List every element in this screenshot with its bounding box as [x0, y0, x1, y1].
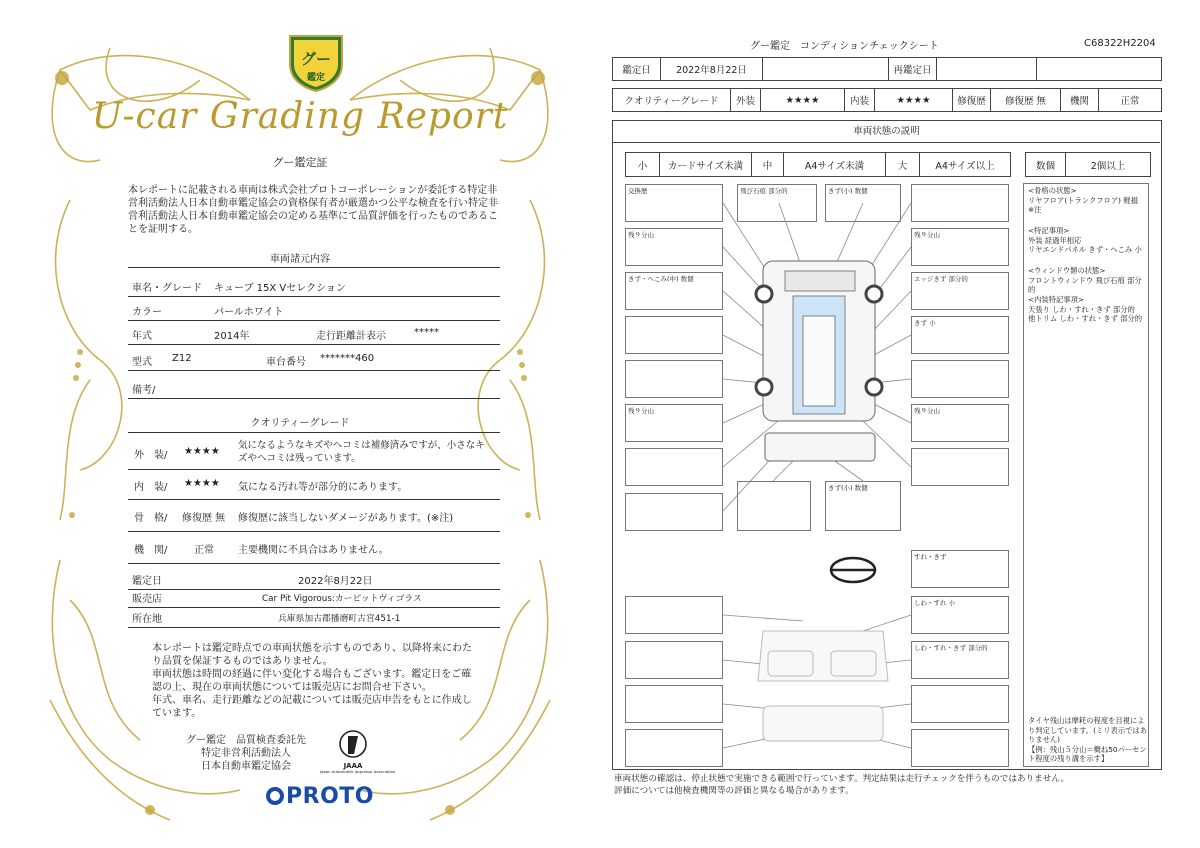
engine-label: 機 関/ [134, 545, 168, 556]
condition-heading: 車両状態の説明 [613, 121, 1160, 143]
special-title: <特記事項> [1028, 226, 1070, 235]
window-text: フロントウィンドウ 飛び石痕 部分的 [1028, 275, 1142, 294]
grade-row-interior [128, 470, 500, 500]
svg-text:グー: グー [300, 50, 332, 68]
interior-note-text: 天張り しわ・すれ・きず 部分的 他トリム しわ・すれ・きず 部分的 [1028, 304, 1143, 323]
interior-label: 内 装/ [134, 482, 168, 493]
note-box-24: しわ・すれ・きず 部分的 [911, 641, 1009, 679]
name-label: 車名・グレード [132, 283, 202, 294]
note-box-13: 残９分山 [625, 404, 723, 442]
name-value: キューブ 15X Vセレクション [214, 283, 346, 294]
spec-top-rule [128, 267, 500, 268]
sheet-exterior-label: 外装 [731, 89, 761, 111]
spec-section-heading: 車両諸元内容 [270, 254, 330, 265]
special-note [1028, 226, 1148, 255]
spec-row-remarks [128, 375, 500, 399]
note-box-14: 残９分山 [911, 404, 1009, 442]
spec-row-model [128, 347, 500, 371]
frame-state-note [1028, 186, 1148, 215]
color-label: カラー [132, 307, 162, 318]
frame-state-text: リヤフロア(トランクフロア) 軽損 ※注 [1028, 195, 1138, 214]
goo-appraisal-badge [286, 30, 346, 92]
spec-row-color [128, 297, 500, 321]
address-label: 所在地 [132, 614, 162, 625]
chassis-value: *******460 [320, 353, 375, 364]
window-title: <ウィンドウ類の状態> [1028, 266, 1106, 275]
report-title: U-car Grading Report [91, 96, 509, 137]
sheet-date-value: 2022年8月22日 [661, 58, 763, 80]
certificate-intro: 本レポートに記載される車両は株式会社プロトコーポレーションが委託する特定非営利活動法人日本自動車鑑定協会の資格保有者が厳選かつ公平な検査を行い特定非営利活動法人日本自動車鑑定協会の定める基準にて品質評価を行ったものであることを証明する。 [128, 185, 498, 235]
interior-note-title: <内装特記事項> [1028, 295, 1085, 304]
quality-heading: クオリティーグレード [250, 418, 350, 429]
remarks-label: 備考/ [132, 385, 156, 396]
reappraisal-label: 再鑑定日 [889, 58, 937, 80]
frame-desc: 修復歴に該当しないダメージがあります。(※注) [238, 513, 454, 524]
reappraisal-value [937, 58, 1037, 80]
shop-value: Car Pit Vigorous:カーピットヴィゴラス [262, 594, 422, 604]
sheet-exterior-stars: ★★★★ [761, 89, 845, 111]
frame-state-title: <骨格の状態> [1028, 186, 1077, 195]
mileage-value: ***** [414, 327, 439, 338]
date-row [612, 57, 1162, 81]
note-box-6: 残９分山 [911, 228, 1009, 266]
exterior-desc: 気になるようなキズやヘコミは補修済みですが、小さなキズやヘコミは残っています。 [238, 440, 485, 464]
quality-row [612, 88, 1162, 112]
size-small-desc: カードサイズ未満 [660, 153, 752, 176]
jaaa-logo-text: JAAA [343, 762, 363, 770]
shop-label: 販売店 [132, 594, 162, 605]
jaaa-full-name: Japan Automobile Appraisal Association [320, 769, 396, 774]
count-label: 数個 [1026, 153, 1066, 176]
grade-row-frame [128, 500, 500, 532]
grade-row-exterior [128, 436, 500, 470]
sheet-repair-value: 修復歴 無 [991, 89, 1061, 111]
interior-desc: 気になる汚れ等が部分的にあります。 [238, 482, 408, 493]
proto-logo [266, 784, 374, 809]
note-box-10: きず 小 [911, 316, 1009, 354]
tire-note: タイヤ残山は摩耗の程度を目視により判定しています。(ミリ表示ではありません) 【例：残山５分山＝概ね50パーセント程度の残り溝を示す】 [1028, 716, 1148, 763]
grade-row-engine [128, 532, 500, 564]
note-box-2: 飛び石痕 部分的 [737, 184, 817, 222]
interior-stars: ★★★★ [184, 478, 220, 489]
svg-text:鑑定: 鑑定 [306, 73, 326, 83]
note-box-20: すれ・きず [911, 550, 1009, 588]
interior-note [1028, 295, 1148, 324]
address-value: 兵庫県加古郡播磨町古宮451-1 [278, 614, 401, 624]
certificate-notice: 本レポートは鑑定時点での車両状態を示すものであり、以降将来にわたり品質を保証するものではありません。 車両状態は時間の経過に伴い変化する場合もございます。鑑定日をご確認の上、現在の車両状態については販売店にお問合せ下さい。 年式、車名、走行距離などの記載については販売店申告をもとに作成しています。 [152, 643, 472, 719]
date-blank-2 [1037, 58, 1163, 80]
info-row-shop [128, 586, 500, 608]
sheet-title: グー鑑定 コンディションチェックシート [750, 41, 939, 52]
model-value: Z12 [172, 353, 192, 364]
note-box-1: 交換歴 [625, 184, 723, 222]
sheet-repair-label: 修復歴 [953, 89, 991, 111]
vehicle-diagram [613, 121, 1023, 771]
exterior-label: 外 装/ [134, 450, 168, 461]
condition-panel [612, 120, 1162, 770]
spec-row-name [128, 273, 500, 297]
sheet-interior-stars: ★★★★ [875, 89, 953, 111]
note-box-8: エッジきず 部分的 [911, 272, 1009, 310]
count-value: 2個以上 [1090, 160, 1126, 172]
note-box-19: きず(小) 数個 [825, 481, 901, 531]
spec-row-year [128, 321, 500, 345]
mileage-label: 走行距離計表示 [316, 331, 386, 342]
certificate-heading: グー鑑定証 [272, 156, 328, 169]
special-text: 外装 経過年相応 リヤエンドパネル きず・へこみ 小 [1028, 235, 1142, 254]
year-label: 年式 [132, 331, 152, 342]
chassis-label: 車台番号 [266, 357, 306, 368]
model-label: 型式 [132, 357, 152, 368]
color-value: パールホワイト [214, 307, 284, 318]
sheet-engine-label: 機関 [1061, 89, 1099, 111]
side-notes-panel [1023, 183, 1149, 767]
size-small-label: 小 [626, 153, 660, 176]
exterior-stars: ★★★★ [184, 446, 220, 457]
footnote-2: 評価については他検査機関等の評価と異なる場合があります。 [614, 786, 854, 796]
count-legend [1025, 152, 1151, 177]
window-note [1028, 266, 1148, 295]
size-large-label: 大 [886, 153, 920, 176]
sheet-date-label: 鑑定日 [613, 58, 661, 80]
note-box-22: しわ・すれ 小 [911, 596, 1009, 634]
date-value: 2022年8月22日 [298, 576, 373, 587]
info-row-address [128, 606, 500, 628]
sheet-engine-value: 正常 [1120, 96, 1140, 107]
frame-label: 骨 格/ [134, 513, 168, 524]
engine-desc: 主要機関に不具合はありません。 [238, 545, 389, 556]
note-box-7: きず・へこみ(中) 数個 [625, 272, 723, 310]
date-blank-1 [763, 58, 889, 80]
year-value: 2014年 [214, 331, 250, 342]
note-box-3: きず(小) 数個 [825, 184, 901, 222]
footnote-1: 車両状態の確認は、停止状態で実施できる範囲で行っています。判定結果は走行チェックを伴うものではありません。 [614, 774, 1070, 784]
size-medium-label: 中 [752, 153, 784, 176]
date-label: 鑑定日 [132, 576, 162, 587]
issuer-text: グー鑑定 品質検査委託先 特定非営利活動法人 日本自動車鑑定協会 [186, 735, 306, 772]
proto-logo-text: PROTO [286, 784, 374, 809]
sheet-code: C68322H2204 [1084, 38, 1156, 49]
note-box-5: 残９分山 [625, 228, 723, 266]
size-medium-desc: A4サイズ未満 [784, 153, 886, 176]
sheet-interior-label: 内装 [845, 89, 875, 111]
quality-top-rule [128, 432, 500, 433]
quality-label: クオリティーグレード [613, 89, 731, 111]
proto-mark-icon [266, 787, 284, 805]
condition-check-sheet [600, 0, 1200, 848]
frame-value: 修復歴 無 [182, 513, 226, 524]
engine-value: 正常 [194, 545, 214, 556]
size-large-desc: A4サイズ以上 [935, 160, 995, 172]
